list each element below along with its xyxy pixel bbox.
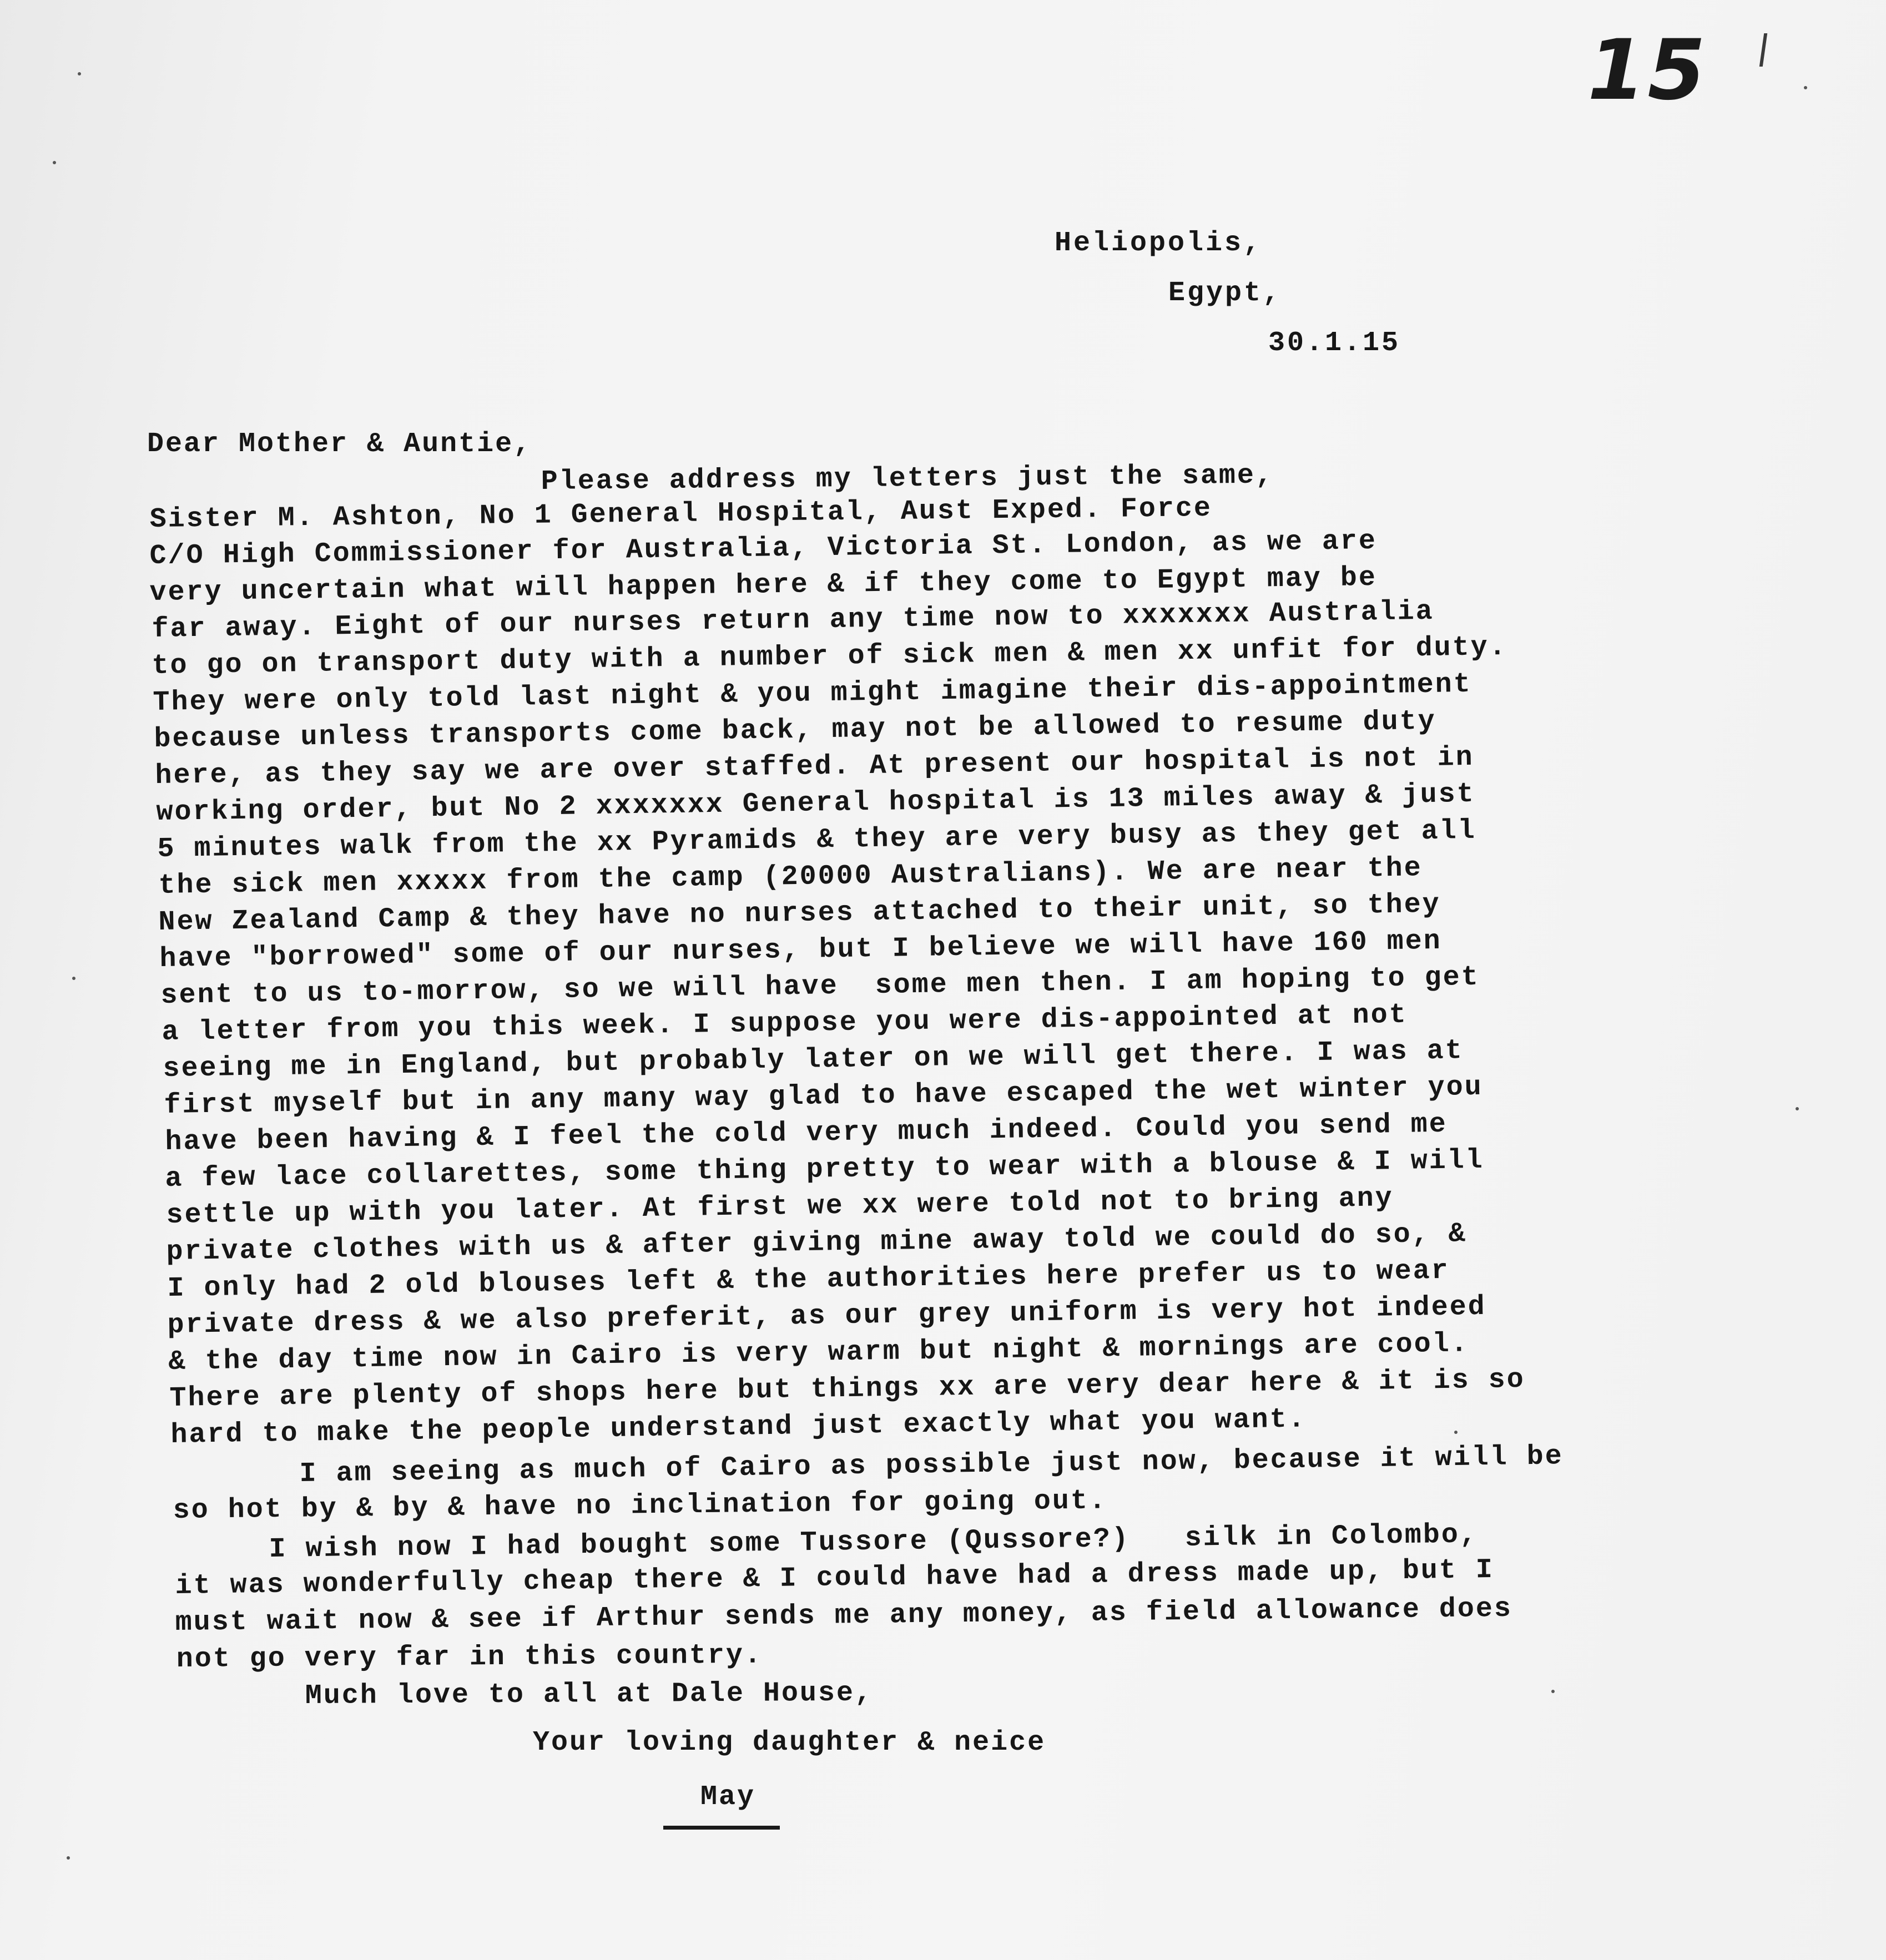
signature: May — [700, 1781, 756, 1813]
letter-line: Please address my letters just the same, — [541, 459, 1274, 498]
closing: Your loving daughter & neice — [533, 1727, 1046, 1759]
letter-line: have been having & I feel the cold very much indeed. Could you send me — [165, 1108, 1448, 1158]
paper-speck — [72, 977, 75, 980]
paper-speck — [67, 1856, 70, 1860]
page-number-mark — [1759, 33, 1767, 67]
letter-line: C/O High Commissioner for Australia, Victoria St. London, as we are — [149, 525, 1378, 572]
letter-line: to go on transport duty with a number of sick men & men xx unfit for duty. — [152, 631, 1508, 682]
letter-line: a letter from you this week. I suppose you were dis-appointed at not — [162, 999, 1408, 1048]
signature-underline — [663, 1826, 780, 1830]
page-number: 15 — [1587, 22, 1708, 119]
letter-line: I am seeing as much of Cairo as possible just now, because it will be — [299, 1441, 1564, 1490]
letter-line: far away. Eight of our nurses return any time now to xxxxxxx Australia — [152, 595, 1435, 645]
letter-line: & the day time now in Cairo is very warm but night & mornings are cool. — [168, 1328, 1470, 1378]
letter-line: it was wonderfully cheap there & I could have had a dress made up, but I — [175, 1554, 1495, 1602]
letter-line: There are plenty of shops here but things xx are very dear here & it is so — [169, 1363, 1526, 1415]
paper-speck — [1804, 86, 1807, 89]
letter-line: Sister M. Ashton, No 1 General Hospital, Aust Exped. Force — [149, 492, 1213, 536]
letter-line: settle up with you later. At first we xx were told not to bring any — [166, 1183, 1394, 1231]
letter-line: private clothes with us & after giving mine away told we could do so, & — [166, 1218, 1468, 1268]
letter-line: have "borrowed" some of our nurses, but I believe we will have 160 men — [159, 925, 1443, 975]
heading-country: Egypt, — [1168, 277, 1282, 309]
letter-line: here, as they say we are over staffed. At present our hospital is not in — [155, 741, 1475, 792]
paper-speck — [78, 72, 81, 75]
salutation: Dear Mother & Auntie, — [147, 428, 532, 460]
letter-line: because unless transports come back, may not be allowed to resume duty — [154, 705, 1437, 755]
letter-line: sent to us to-morrow, so we will have some men then. I am hoping to get — [160, 961, 1480, 1012]
letter-line: very uncertain what will happen here & if they come to Egypt may be — [149, 562, 1378, 609]
letter-line: the sick men xxxxx from the camp (20000 Australians). We are near the — [158, 852, 1423, 902]
letter-line: I only had 2 old blouses left & the authorities here prefer us to wear — [167, 1255, 1450, 1305]
letter-line: must wait now & see if Arthur sends me any money, as field allowance does — [175, 1593, 1513, 1639]
letter-line: Much love to all at Dale House, — [305, 1677, 874, 1712]
letter-line: not go very far in this country. — [176, 1639, 763, 1675]
paper-speck — [1796, 1107, 1799, 1110]
letter-line: private dress & we also preferit, as our grey uniform is very hot indeed — [167, 1291, 1487, 1341]
paper-speck — [1454, 1431, 1458, 1434]
letter-line: 5 minutes walk from the xx Pyramids & they are very busy as they get all — [157, 815, 1477, 865]
letter-line: hard to make the people understand just exactly what you want. — [170, 1403, 1307, 1451]
letter-line: working order, but No 2 xxxxxxx General hospital is 13 miles away & just — [156, 778, 1476, 829]
letter-line: first myself but in any many way glad to have escaped the wet winter you — [164, 1071, 1484, 1122]
heading-date: 30.1.15 — [1268, 327, 1401, 359]
letter-line: New Zealand Camp & they have no nurses attached to their unit, so they — [158, 888, 1441, 938]
paper-speck — [53, 161, 56, 164]
letter-line: a few lace collarettes, some thing pretty to wear with a blouse & I will — [165, 1144, 1485, 1195]
letter-line: I wish now I had bought some Tussore (Qussore?) silk in Colombo, — [269, 1519, 1479, 1565]
heading-place: Heliopolis, — [1055, 228, 1263, 259]
paper-speck — [1551, 1690, 1555, 1693]
letter-line: They were only told last night & you might imagine their dis-appointment — [153, 668, 1473, 719]
letter-line: seeing me in England, but probably later on we will get there. I was at — [163, 1035, 1464, 1085]
letter-line: so hot by & by & have no inclination for going out. — [173, 1485, 1108, 1527]
